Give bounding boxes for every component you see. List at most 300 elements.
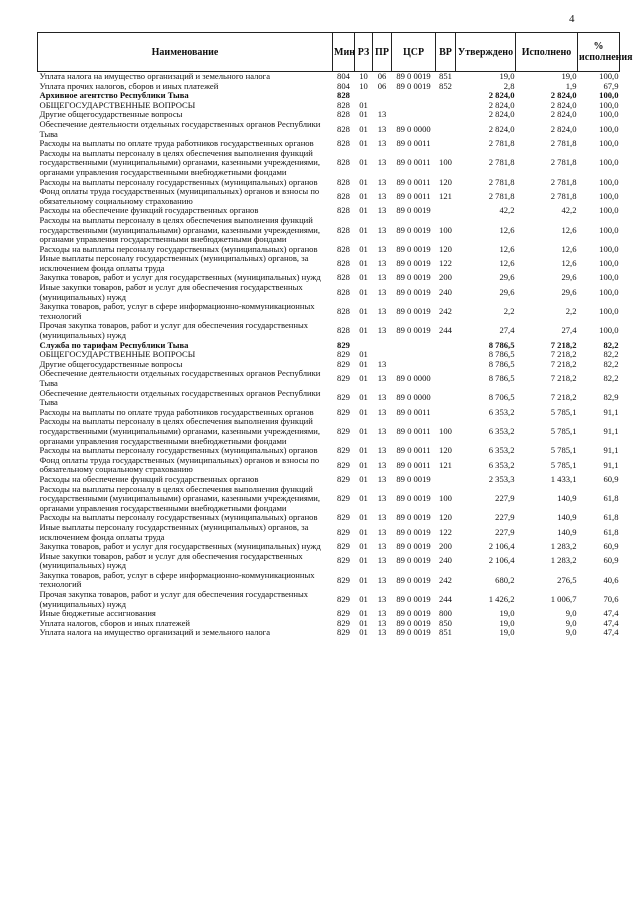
cell-approved: 29,6 [499, 273, 515, 283]
cell-approved: 8 786,5 [488, 350, 515, 360]
cell-vr: 120 [439, 244, 452, 254]
table-row [38, 302, 620, 321]
cell-min: 829 [337, 459, 350, 470]
col-header-pr: ПР [373, 33, 392, 72]
cell-csr: 89 0 0019 [396, 593, 431, 604]
cell-csr: 89 0 0019 [396, 81, 431, 91]
cell-csr: 89 0 0000 [396, 373, 431, 384]
cell-percent: 100,0 [599, 139, 619, 149]
table-row [38, 523, 620, 542]
cell-rz: 01 [359, 459, 368, 470]
table-row [38, 120, 620, 139]
col-header-executed: Исполнено [516, 33, 578, 72]
table-row [38, 417, 620, 446]
table-row [38, 485, 620, 514]
cell-vr [436, 139, 456, 149]
cell-percent: 100,0 [599, 273, 619, 283]
cell-name: Расходы на выплаты персоналу в целях обеспечения выполнения функций государственными (муниципальными) органами, казенными учреждениями, органами управления государственными внебюджетными фондами [39, 416, 321, 446]
cell-name: Фонд оплаты труда государственных (муниципальных) органов и взносы по обязательному социальному страхованию [39, 454, 320, 475]
cell-percent: 67,9 [603, 81, 619, 91]
cell-csr: 89 0 0019 [396, 286, 431, 297]
cell-executed: 2,2 [565, 306, 577, 317]
cell-approved: 227,9 [495, 526, 515, 537]
cell-vr: 100 [439, 224, 452, 235]
cell-name: Расходы на выплаты персоналу государственных (муниципальных) органов [39, 512, 318, 523]
cell-csr: 89 0 0019 [396, 618, 431, 628]
cell-vr: 244 [439, 325, 452, 336]
cell-percent: 100,0 [599, 71, 619, 81]
cell-executed: 42,2 [561, 206, 577, 216]
cell-vr [436, 408, 456, 418]
cell-name: Обеспечение деятельности отдельных государственных органов Республики Тыва [39, 368, 321, 388]
cell-vr: 120 [439, 177, 452, 187]
cell-name: Фонд оплаты труда государственных (муниципальных) органов и взносы по обязательному социальному страхованию [39, 186, 320, 206]
cell-executed: 5 785,1 [550, 446, 577, 456]
cell-name: Расходы на выплаты персоналу государственных (муниципальных) органов [39, 445, 318, 456]
cell-rz: 01 [359, 555, 368, 566]
cell-pr: 13 [377, 359, 387, 369]
cell-rz: 01 [359, 123, 368, 134]
cell-min: 829 [337, 542, 350, 552]
cell-csr: 89 0 0011 [396, 407, 431, 417]
cell-approved: 6 353,2 [488, 459, 515, 470]
table-row [38, 628, 620, 638]
cell-percent: 100,0 [599, 244, 619, 254]
cell-min: 828 [337, 100, 350, 110]
cell-pr: 13 [377, 618, 387, 628]
cell-vr [436, 369, 456, 388]
cell-csr: 89 0 0019 [396, 71, 431, 81]
cell-name: Иные бюджетные ассигнования [39, 608, 156, 619]
cell-approved: 29,6 [499, 286, 515, 297]
cell-min: 828 [337, 244, 350, 254]
cell-csr: 89 0 0019 [396, 258, 431, 269]
cell-csr: 89 0 0019 [396, 628, 431, 638]
cell-csr: 89 0 0019 [396, 244, 431, 254]
cell-executed: 5 785,1 [550, 407, 577, 417]
cell-csr: 89 0 0019 [396, 526, 431, 537]
cell-pr: 13 [377, 286, 387, 297]
cell-min: 829 [337, 392, 350, 403]
cell-percent: 100,0 [599, 258, 619, 269]
cell-approved: 6 353,2 [488, 446, 515, 456]
table-row [38, 389, 620, 408]
cell-vr: 100 [439, 493, 452, 504]
cell-vr [436, 120, 456, 139]
cell-csr: 89 0 0019 [396, 474, 431, 484]
cell-name: Расходы на выплаты по оплате труда работников государственных органов [39, 138, 314, 149]
cell-percent: 100,0 [599, 286, 619, 297]
cell-executed: 2 824,0 [550, 110, 577, 120]
table-row [38, 187, 620, 206]
cell-min: 828 [337, 206, 350, 216]
cell-name: Уплата налога на имущество организаций и земельного налога [39, 627, 271, 638]
cell-min: 804 [337, 71, 350, 81]
cell-rz: 01 [359, 286, 368, 297]
cell-csr: 89 0 0019 [396, 574, 431, 585]
cell-rz: 01 [359, 177, 368, 187]
cell-min: 829 [337, 618, 350, 628]
cell-csr: 89 0 0019 [396, 306, 431, 317]
cell-csr: 89 0 0019 [396, 273, 431, 283]
cell-name: ОБЩЕГОСУДАРСТВЕННЫЕ ВОПРОСЫ [39, 99, 196, 110]
cell-name: Иные выплаты персоналу государственных (муниципальных) органов, за исключением фонда оплаты труда [39, 521, 309, 542]
cell-approved: 19,0 [499, 609, 515, 619]
cell-pr: 13 [377, 474, 387, 484]
cell-pr: 13 [377, 542, 387, 552]
cell-vr: 122 [439, 526, 452, 537]
cell-executed: 2 781,8 [550, 157, 577, 168]
col-header-vr: ВР [436, 33, 456, 72]
cell-csr: 89 0 0019 [396, 555, 431, 566]
cell-vr: 200 [439, 542, 452, 552]
cell-min: 829 [337, 425, 350, 436]
cell-rz: 01 [359, 513, 368, 523]
cell-min: 804 [337, 81, 350, 91]
cell-pr: 13 [377, 139, 387, 149]
cell-min: 829 [337, 350, 350, 360]
budget-table [37, 32, 633, 638]
cell-executed: 1 006,7 [550, 593, 577, 604]
cell-rz: 01 [359, 574, 368, 585]
cell-vr: 120 [439, 513, 452, 523]
cell-executed: 7 218,2 [550, 359, 577, 369]
cell-csr: 89 0 0000 [396, 123, 431, 134]
cell-executed: 7 218,2 [550, 350, 577, 360]
cell-approved: 8 706,5 [488, 392, 515, 403]
cell-name: Расходы на выплаты персоналу в целях обеспечения выполнения функций государственными (муниципальными) органами, казенными учреждениями, органами управления государственными внебюджетными фондами [39, 214, 321, 245]
cell-rz: 01 [359, 628, 368, 638]
cell-pr: 13 [377, 157, 387, 168]
cell-approved: 2 781,8 [488, 157, 515, 168]
cell-pr: 13 [377, 110, 387, 120]
cell-min: 828 [337, 123, 350, 134]
cell-min: 829 [337, 526, 350, 537]
cell-vr: 121 [439, 459, 452, 470]
cell-approved: 227,9 [495, 513, 515, 523]
cell-percent: 100,0 [599, 325, 619, 336]
cell-rz: 01 [359, 359, 368, 369]
cell-name: Служба по тарифам Республики Тыва [39, 339, 189, 350]
cell-approved: 2,2 [503, 306, 515, 317]
cell-pr [373, 350, 392, 360]
cell-approved: 19,0 [499, 71, 515, 81]
cell-approved: 6 353,2 [488, 425, 515, 436]
cell-pr: 13 [377, 574, 387, 585]
table-row [38, 149, 620, 178]
cell-name: Закупка товаров, работ, услуг в сфере информационно-коммуникационных технологий [39, 569, 315, 590]
cell-name: Расходы на выплаты персоналу государственных (муниципальных) органов [39, 176, 318, 187]
cell-rz: 01 [359, 244, 368, 254]
cell-pr: 13 [377, 425, 387, 436]
cell-executed: 27,4 [561, 325, 577, 336]
cell-csr: 89 0 0011 [396, 157, 431, 168]
cell-csr: 89 0 0011 [396, 177, 431, 187]
cell-approved: 2 781,8 [488, 190, 515, 201]
cell-vr [436, 91, 456, 101]
cell-csr: 89 0 0000 [396, 392, 431, 403]
cell-vr: 200 [439, 273, 452, 283]
cell-percent: 100,0 [599, 224, 619, 235]
cell-min: 828 [337, 306, 350, 317]
cell-vr: 242 [439, 306, 452, 317]
cell-min: 829 [337, 574, 350, 585]
page-number: 4 [569, 13, 575, 25]
cell-approved: 2 824,0 [488, 110, 515, 120]
cell-approved: 1 426,2 [488, 593, 515, 604]
cell-executed: 9,0 [565, 618, 577, 628]
cell-pr: 13 [377, 526, 387, 537]
cell-approved: 12,6 [499, 244, 515, 254]
cell-name: Обеспечение деятельности отдельных государственных органов Республики Тыва [39, 387, 321, 408]
cell-vr: 100 [439, 157, 452, 168]
table-row [38, 321, 620, 340]
cell-approved: 12,6 [499, 224, 515, 235]
cell-pr: 06 [377, 71, 387, 81]
cell-executed: 1,9 [565, 81, 577, 91]
cell-approved: 2 824,0 [488, 91, 515, 101]
cell-executed: 140,9 [557, 493, 577, 504]
cell-executed: 2 824,0 [550, 100, 577, 110]
cell-name: Прочая закупка товаров, работ и услуг для обеспечения государственных (муниципальных) нужд [39, 589, 309, 609]
cell-executed: 29,6 [561, 286, 577, 297]
cell-min: 828 [337, 258, 350, 269]
cell-approved: 2 106,4 [488, 555, 515, 566]
cell-approved: 8 786,5 [488, 373, 515, 384]
cell-approved: 27,4 [499, 325, 515, 336]
cell-min: 828 [337, 273, 350, 283]
cell-approved: 227,9 [495, 493, 515, 504]
cell-executed: 1 433,1 [550, 474, 577, 484]
cell-executed: 276,5 [557, 574, 577, 585]
cell-approved: 2 824,0 [488, 123, 515, 134]
cell-min: 829 [337, 359, 350, 369]
cell-rz: 01 [359, 446, 368, 456]
cell-name: Расходы на обеспечение функций государственных органов [39, 205, 259, 216]
cell-percent: 100,0 [599, 177, 619, 187]
cell-percent: 47,4 [603, 609, 619, 619]
cell-percent: 47,4 [603, 628, 619, 638]
cell-name: Расходы на обеспечение функций государственных органов [39, 473, 259, 484]
cell-vr [436, 206, 456, 216]
cell-rz: 01 [359, 609, 368, 619]
cell-pr: 13 [377, 244, 387, 254]
cell-pr: 13 [377, 190, 387, 201]
cell-executed: 2 781,8 [550, 177, 577, 187]
cell-rz: 01 [359, 350, 368, 360]
cell-executed: 2 824,0 [550, 123, 577, 134]
cell-percent: 100,0 [599, 91, 619, 101]
cell-executed: 5 785,1 [550, 459, 577, 470]
cell-min: 828 [337, 224, 350, 235]
cell-executed: 2 824,0 [550, 91, 577, 101]
cell-min: 828 [337, 286, 350, 297]
cell-rz: 01 [359, 493, 368, 504]
cell-percent: 82,9 [603, 392, 619, 403]
cell-vr: 120 [439, 446, 452, 456]
cell-min: 829 [337, 446, 350, 456]
cell-name: Расходы на выплаты персоналу в целях обеспечения выполнения функций государственными (муниципальными) органами, казенными учреждениями, органами управления государственными внебюджетными фондами [39, 483, 321, 513]
cell-pr: 13 [377, 206, 387, 216]
cell-percent: 82,2 [603, 373, 619, 384]
cell-percent: 100,0 [599, 206, 619, 216]
cell-approved: 19,0 [499, 618, 515, 628]
col-header-min: Мин [333, 33, 355, 72]
cell-approved: 8 786,5 [488, 340, 515, 350]
cell-csr: 89 0 0019 [396, 609, 431, 619]
cell-pr: 06 [377, 81, 387, 91]
cell-executed: 12,6 [561, 258, 577, 269]
cell-approved: 2 824,0 [488, 100, 515, 110]
cell-vr [436, 360, 456, 370]
cell-name: Другие общегосударственные вопросы [39, 109, 183, 120]
cell-name: Уплата прочих налогов, сборов и иных платежей [39, 80, 219, 91]
cell-csr: 89 0 0011 [396, 190, 431, 201]
cell-percent: 47,4 [603, 618, 619, 628]
cell-executed: 140,9 [557, 513, 577, 523]
cell-name: Закупка товаров, работ и услуг для государственных (муниципальных) нужд [39, 272, 321, 283]
cell-csr [392, 350, 436, 360]
cell-csr: 89 0 0019 [396, 513, 431, 523]
cell-csr [392, 341, 436, 351]
cell-vr: 851 [439, 71, 452, 81]
cell-csr: 89 0 0011 [396, 446, 431, 456]
cell-percent: 100,0 [599, 190, 619, 201]
cell-percent: 91,1 [603, 407, 619, 417]
cell-approved: 2,8 [503, 81, 515, 91]
cell-percent: 100,0 [599, 306, 619, 317]
cell-rz: 01 [359, 100, 368, 110]
cell-percent: 60,9 [603, 474, 619, 484]
cell-vr: 240 [439, 555, 452, 566]
cell-rz: 01 [359, 542, 368, 552]
cell-executed: 1 283,2 [550, 555, 577, 566]
cell-csr [392, 101, 436, 111]
cell-percent: 91,1 [603, 425, 619, 436]
cell-percent: 82,2 [603, 350, 619, 360]
cell-csr: 89 0 0019 [396, 206, 431, 216]
cell-csr [392, 360, 436, 370]
cell-csr: 89 0 0019 [396, 542, 431, 552]
cell-rz: 01 [359, 407, 368, 417]
cell-percent: 61,8 [603, 513, 619, 523]
cell-rz: 01 [359, 325, 368, 336]
cell-rz: 01 [359, 157, 368, 168]
cell-name: Прочая закупка товаров, работ и услуг для обеспечения государственных (муниципальных) нужд [39, 320, 309, 341]
cell-min: 829 [337, 628, 350, 638]
cell-rz: 01 [359, 110, 368, 120]
cell-rz: 01 [359, 392, 368, 403]
cell-vr: 100 [439, 425, 452, 436]
cell-rz: 10 [359, 71, 368, 81]
cell-executed: 7 218,2 [550, 373, 577, 384]
cell-min: 828 [337, 157, 350, 168]
cell-approved: 19,0 [499, 628, 515, 638]
cell-name: Уплата налогов, сборов и иных платежей [39, 617, 191, 628]
cell-executed: 12,6 [561, 244, 577, 254]
cell-name: Иные закупки товаров, работ и услуг для обеспечения государственных (муниципальных) нужд [39, 282, 303, 302]
cell-vr [436, 475, 456, 485]
cell-rz [355, 341, 373, 351]
cell-name: Расходы на выплаты персоналу государственных (муниципальных) органов [39, 243, 318, 254]
cell-approved: 680,2 [495, 574, 515, 585]
cell-min: 828 [337, 91, 350, 101]
cell-approved: 8 786,5 [488, 359, 515, 369]
cell-name: Расходы на выплаты по оплате труда работников государственных органов [39, 406, 314, 417]
table-row [38, 552, 620, 571]
cell-min: 829 [337, 407, 350, 417]
cell-percent: 91,1 [603, 446, 619, 456]
cell-approved: 12,6 [499, 258, 515, 269]
cell-min: 829 [337, 609, 350, 619]
cell-rz: 01 [359, 425, 368, 436]
cell-percent: 100,0 [599, 110, 619, 120]
cell-percent: 100,0 [599, 157, 619, 168]
cell-rz: 01 [359, 618, 368, 628]
table-row [38, 590, 620, 609]
table-row [38, 254, 620, 273]
cell-rz: 01 [359, 190, 368, 201]
cell-percent: 91,1 [603, 459, 619, 470]
cell-executed: 7 218,2 [550, 392, 577, 403]
cell-rz [355, 91, 373, 101]
cell-pr: 13 [377, 513, 387, 523]
cell-rz: 01 [359, 474, 368, 484]
table-body [38, 72, 620, 639]
cell-percent: 82,2 [603, 359, 619, 369]
cell-executed: 9,0 [565, 609, 577, 619]
cell-executed: 29,6 [561, 273, 577, 283]
cell-executed: 7 218,2 [550, 340, 577, 350]
cell-rz: 01 [359, 273, 368, 283]
cell-vr: 240 [439, 286, 452, 297]
cell-rz: 01 [359, 526, 368, 537]
cell-pr: 13 [377, 306, 387, 317]
cell-executed: 12,6 [561, 224, 577, 235]
cell-vr [436, 350, 456, 360]
cell-approved: 2 106,4 [488, 542, 515, 552]
cell-min: 829 [337, 593, 350, 604]
cell-percent: 40,6 [603, 574, 619, 585]
cell-name: Обеспечение деятельности отдельных государственных органов Республики Тыва [39, 118, 321, 139]
cell-pr: 13 [377, 446, 387, 456]
cell-min: 828 [337, 177, 350, 187]
cell-pr: 13 [377, 609, 387, 619]
cell-percent: 61,8 [603, 493, 619, 504]
cell-pr: 13 [377, 628, 387, 638]
cell-csr: 89 0 0011 [396, 425, 431, 436]
cell-pr [373, 341, 392, 351]
cell-percent: 100,0 [599, 100, 619, 110]
table-row [38, 283, 620, 302]
cell-rz: 01 [359, 224, 368, 235]
cell-min: 828 [337, 139, 350, 149]
cell-name: Иные выплаты персоналу государственных (муниципальных) органов, за исключением фонда оплаты труда [39, 253, 309, 273]
cell-approved: 2 781,8 [488, 177, 515, 187]
cell-percent: 82,2 [603, 340, 619, 350]
cell-vr: 852 [439, 81, 452, 91]
cell-name: Закупка товаров, работ, услуг в сфере информационно-коммуникационных технологий [39, 301, 315, 321]
cell-pr: 13 [377, 273, 387, 283]
table-row [38, 216, 620, 245]
cell-name: Иные закупки товаров, работ и услуг для обеспечения государственных (муниципальных) нужд [39, 550, 303, 571]
cell-vr: 851 [439, 628, 452, 638]
cell-name: Уплата налога на имущество организаций и земельного налога [39, 71, 271, 81]
cell-min: 829 [337, 493, 350, 504]
cell-rz: 01 [359, 373, 368, 384]
cell-percent: 60,9 [603, 542, 619, 552]
cell-pr [373, 91, 392, 101]
